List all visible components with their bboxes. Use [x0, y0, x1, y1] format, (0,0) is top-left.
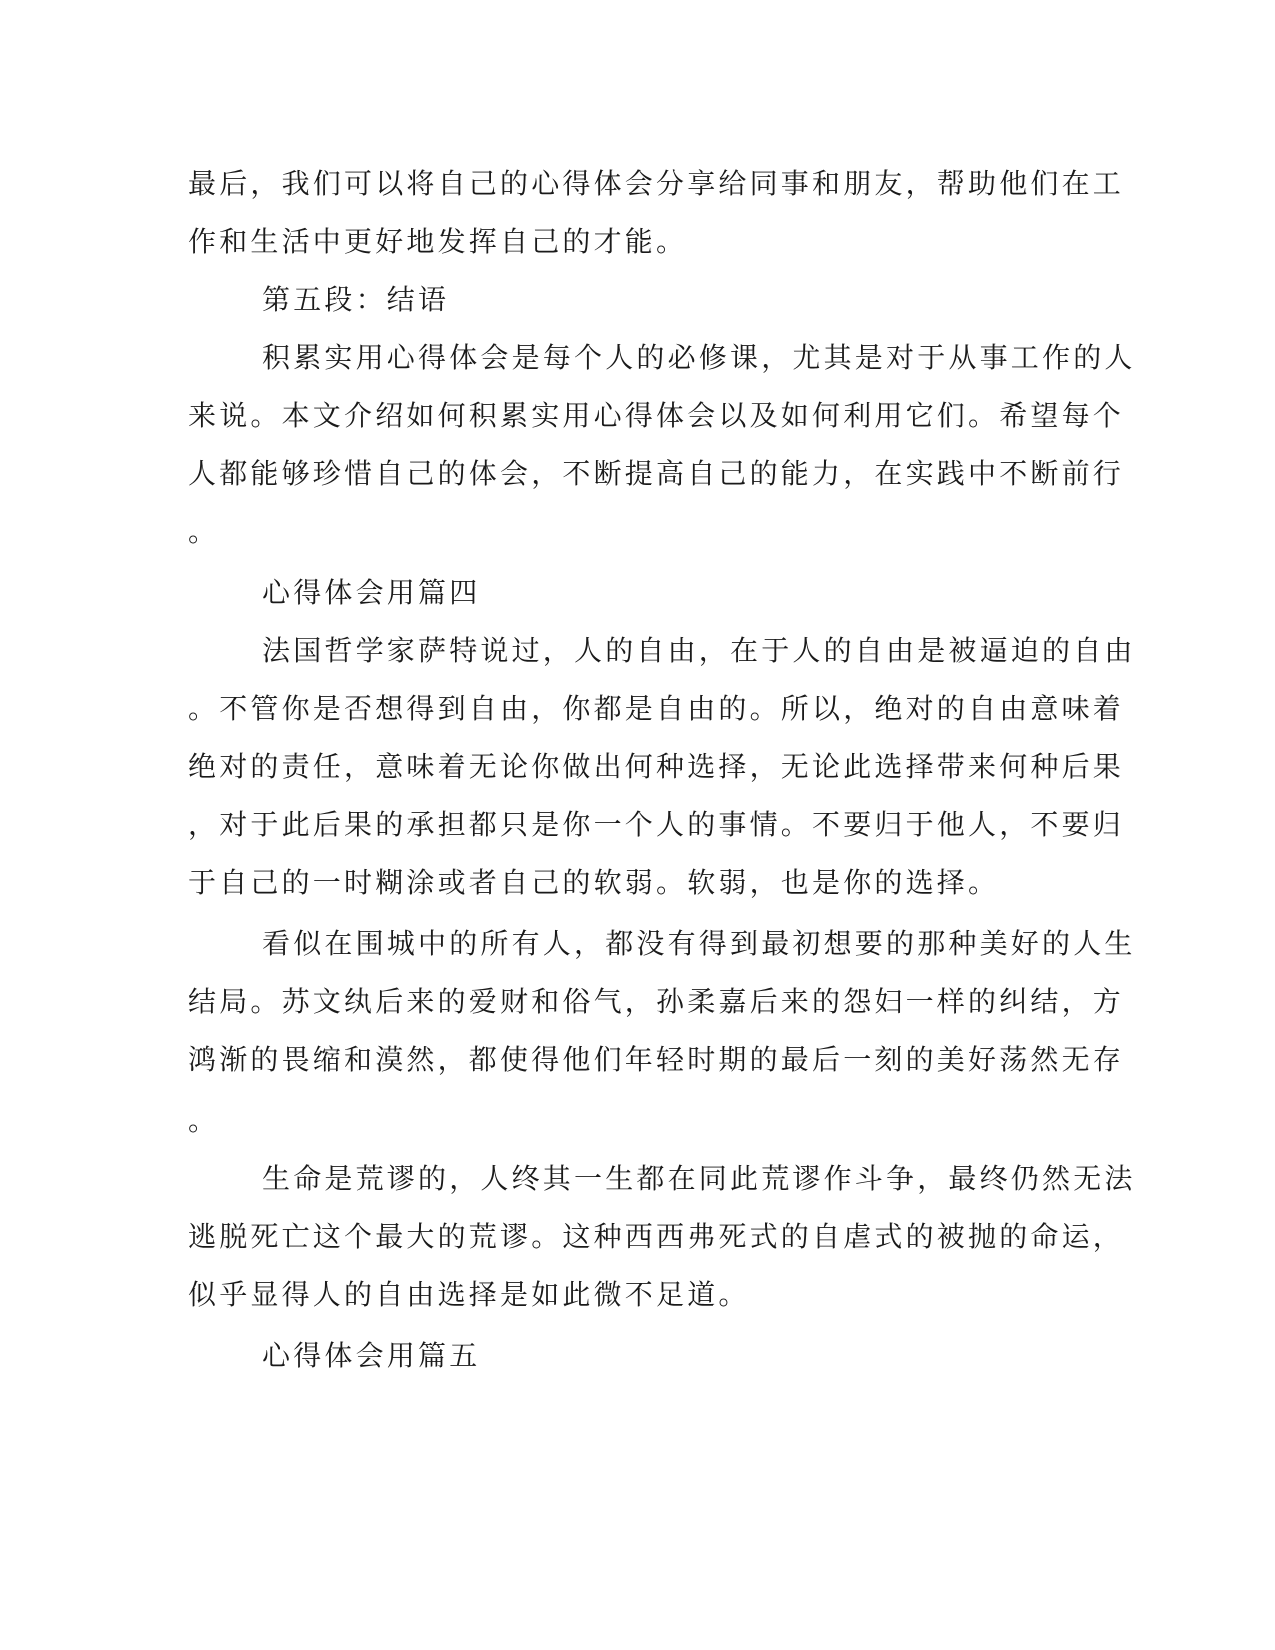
paragraph-line: 。: [188, 1104, 220, 1137]
paragraph-line: 。: [188, 515, 220, 548]
paragraph-line: 看似在围城中的所有人，都没有得到最初想要的那种美好的人生: [262, 927, 1136, 960]
section-heading: 心得体会用篇五: [262, 1339, 481, 1372]
paragraph-line: 逃脱死亡这个最大的荒谬。这种西西弗死式的自虐式的被抛的命运，: [188, 1220, 1125, 1253]
paragraph-line: 结局。苏文纨后来的爱财和俗气，孙柔嘉后来的怨妇一样的纠结，方: [188, 985, 1125, 1018]
paragraph-line: 于自己的一时糊涂或者自己的软弱。软弱，也是你的选择。: [188, 866, 1000, 899]
paragraph-line: 鸿渐的畏缩和漠然，都使得他们年轻时期的最后一刻的美好荡然无存: [188, 1043, 1125, 1076]
paragraph-line: ，对于此后果的承担都只是你一个人的事情。不要归于他人，不要归: [188, 808, 1125, 841]
paragraph-line: 似乎显得人的自由选择是如此微不足道。: [188, 1278, 750, 1311]
paragraph-line: 积累实用心得体会是每个人的必修课，尤其是对于从事工作的人: [262, 341, 1136, 374]
paragraph-line: 作和生活中更好地发挥自己的才能。: [188, 225, 688, 258]
section-heading: 第五段：结语: [262, 283, 450, 316]
paragraph-line: 来说。本文介绍如何积累实用心得体会以及如何利用它们。希望每个: [188, 399, 1125, 432]
paragraph-line: 法国哲学家萨特说过，人的自由，在于人的自由是被逼迫的自由: [262, 634, 1136, 667]
paragraph-line: 人都能够珍惜自己的体会，不断提高自己的能力，在实践中不断前行: [188, 457, 1125, 490]
section-heading: 心得体会用篇四: [262, 576, 481, 609]
paragraph-line: 绝对的责任，意味着无论你做出何种选择，无论此选择带来何种后果: [188, 750, 1125, 783]
paragraph-line: 生命是荒谬的，人终其一生都在同此荒谬作斗争，最终仍然无法: [262, 1162, 1136, 1195]
paragraph-line: 。不管你是否想得到自由，你都是自由的。所以，绝对的自由意味着: [188, 692, 1125, 725]
paragraph-line: 最后，我们可以将自己的心得体会分享给同事和朋友，帮助他们在工: [188, 167, 1125, 200]
